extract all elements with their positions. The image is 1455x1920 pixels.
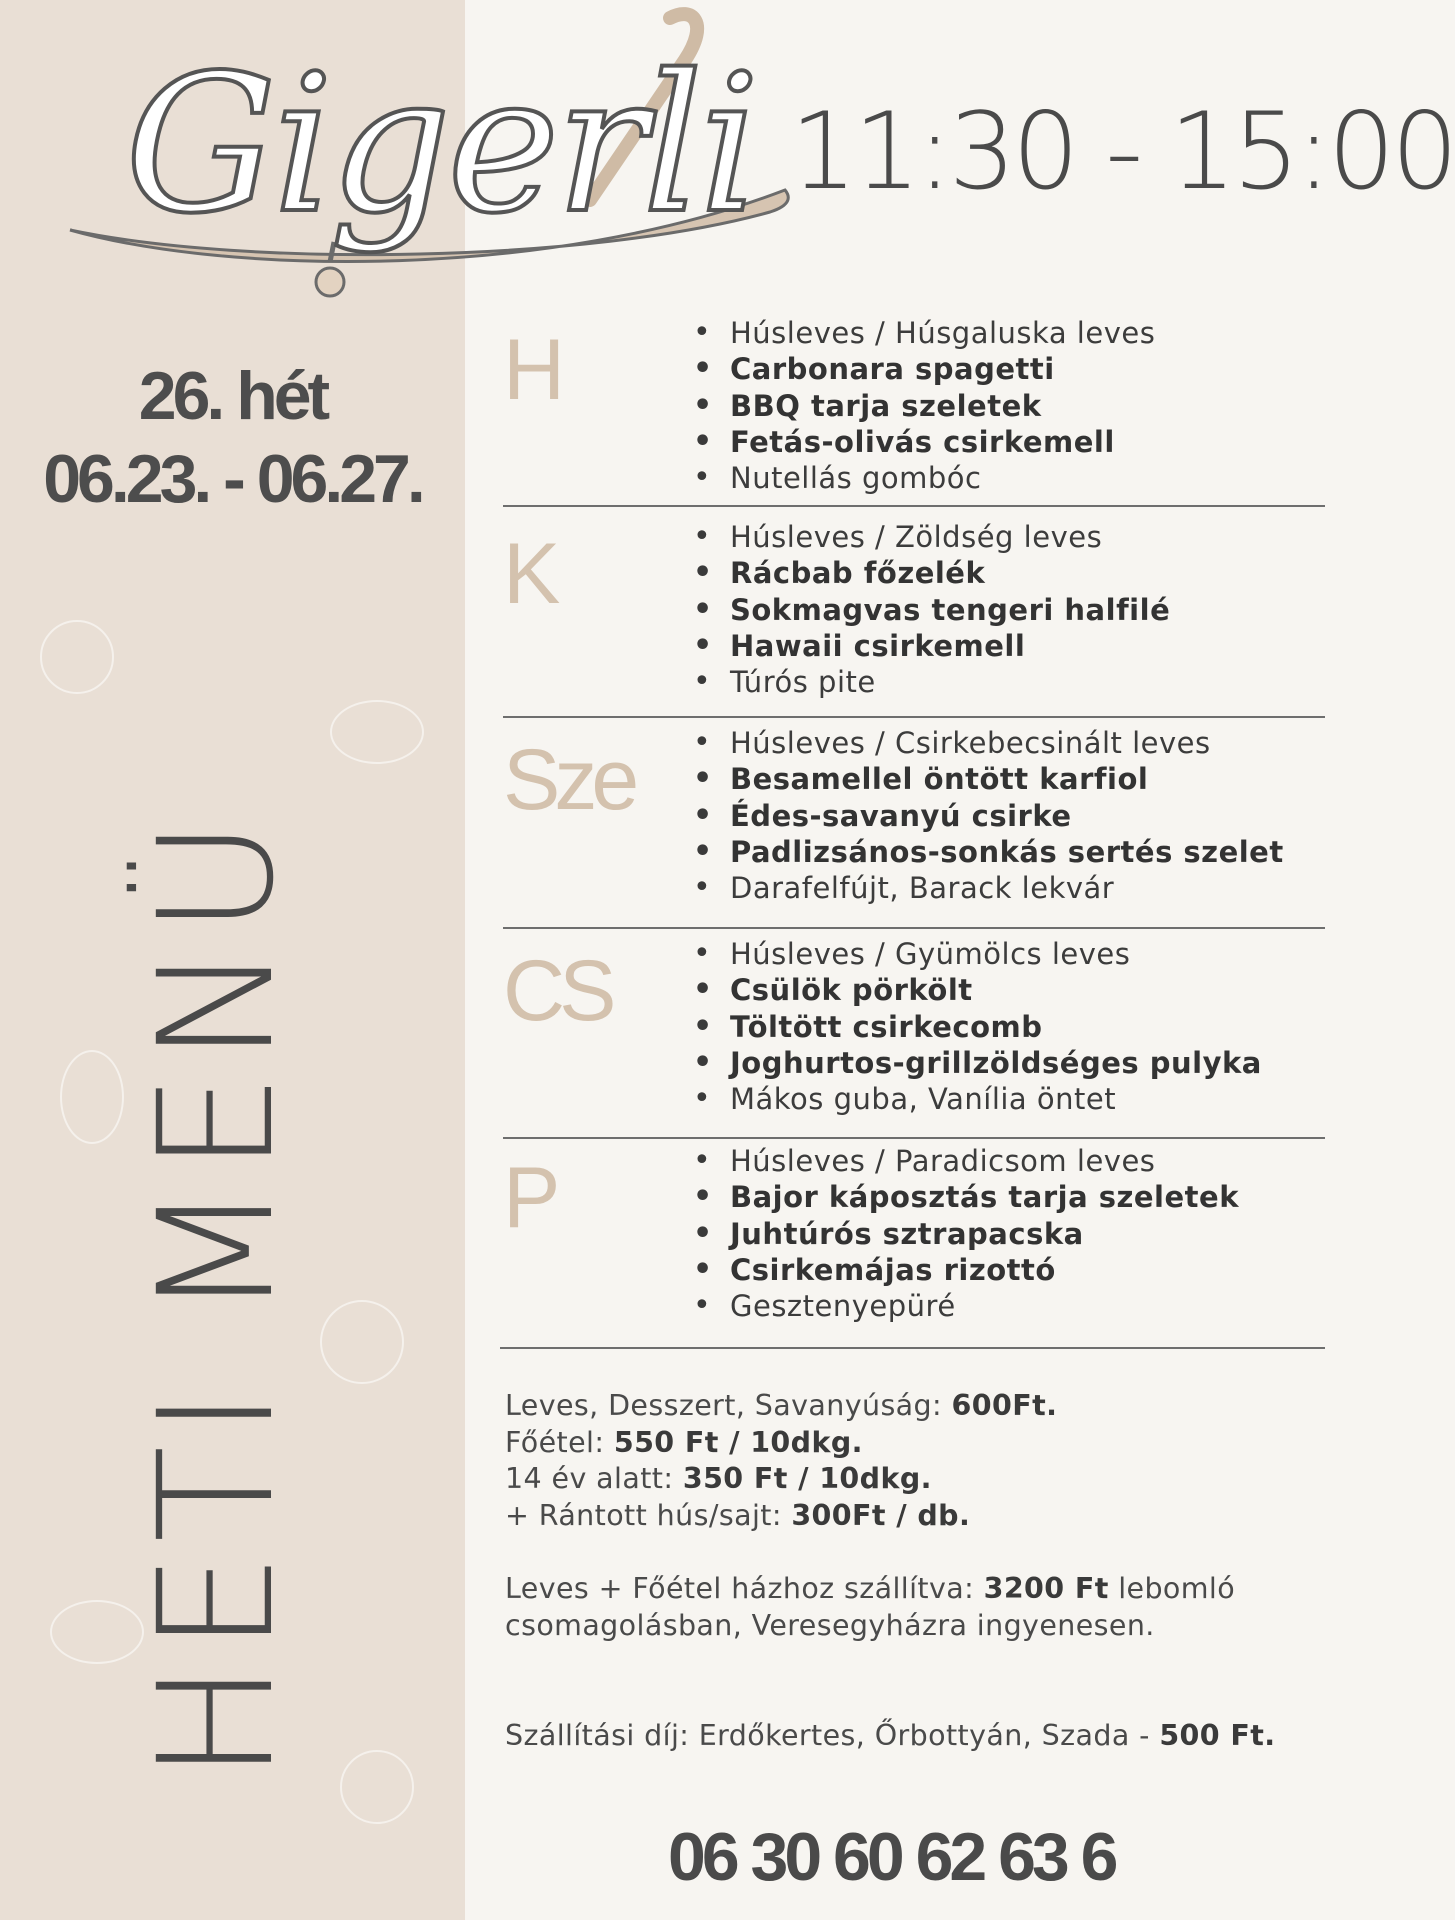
divider	[503, 927, 1325, 929]
menu-item: • Mákos guba, Vanília öntet	[693, 1081, 1262, 1117]
decorative-doodle	[330, 700, 424, 764]
menu-item: • Nutellás gombóc	[693, 460, 1155, 496]
divider	[500, 1347, 1325, 1349]
weekly-menu-vertical-title: HETI MENÜ	[125, 809, 309, 1781]
menu-item: • Gesztenyepüré	[693, 1288, 1239, 1324]
price-value: 550 Ft / 10dkg.	[613, 1425, 863, 1459]
divider	[503, 716, 1325, 718]
delivery-fee-value: 500 Ft.	[1159, 1719, 1276, 1752]
menu-item: • Joghurtos-grillzöldséges pulyka	[693, 1045, 1262, 1081]
delivery-line-2: csomagolásban, Veresegyházra ingyenesen.	[505, 1608, 1155, 1642]
menu-item: • Túrós pite	[693, 664, 1170, 700]
price-label: Főétel:	[505, 1425, 614, 1459]
week-number: 26. hét	[138, 358, 327, 434]
menu-list	[693, 315, 1155, 496]
day-letter: P	[503, 1150, 555, 1246]
phone-number: 06 30 60 62 63 6	[668, 1819, 1115, 1895]
menu-item: • BBQ tarja szeletek	[693, 388, 1155, 424]
svg-text:Gigerli: Gigerli	[125, 34, 756, 255]
menu-item: • Rácbab főzelék	[693, 555, 1170, 591]
menu-item: • Hawaii csirkemell	[693, 628, 1170, 664]
price-label: + Rántott hús/sajt:	[505, 1498, 792, 1532]
week-dates: 06.23. - 06.27.	[43, 441, 422, 517]
delivery-tail: lebomló	[1108, 1572, 1236, 1605]
price-line-main	[505, 1425, 1057, 1462]
menu-item: • Fetás-olivás csirkemell	[693, 424, 1155, 460]
day-letter: Sze	[503, 732, 634, 828]
delivery-price: 3200 Ft	[983, 1572, 1109, 1605]
price-value: 300Ft / db.	[791, 1498, 971, 1532]
price-list	[505, 1388, 1057, 1534]
menu-item: • Húsleves / Zöldség leves	[693, 519, 1170, 555]
decorative-doodle	[320, 1300, 404, 1384]
logo-wordmark	[30, 0, 810, 300]
delivery-line	[505, 1571, 1235, 1608]
brand-logo	[30, 0, 810, 300]
day-letter: K	[503, 526, 555, 622]
menu-item: • Juhtúrós sztrapacska	[693, 1216, 1239, 1252]
menu-item: • Bajor káposztás tarja szeletek	[693, 1179, 1239, 1215]
menu-list	[693, 519, 1170, 700]
menu-item: • Csirkemájas rizottó	[693, 1252, 1239, 1288]
divider	[503, 1137, 1325, 1139]
price-line-soup-dessert	[505, 1388, 1057, 1425]
menu-item: • Csülök pörkölt	[693, 972, 1262, 1008]
delivery-fee	[505, 1718, 1275, 1755]
price-value: 350 Ft / 10dkg.	[682, 1462, 932, 1495]
menu-list	[693, 725, 1284, 906]
price-line-kids	[505, 1461, 1057, 1498]
price-label: 14 év alatt:	[505, 1462, 683, 1495]
menu-list	[693, 936, 1262, 1117]
menu-item: • Édes-savanyú csirke	[693, 798, 1284, 834]
menu-item: • Darafelfújt, Barack lekvár	[693, 870, 1284, 906]
price-label: Leves, Desszert, Savanyúság:	[505, 1389, 952, 1422]
opening-hours: 11:30 - 15:00	[790, 90, 1455, 213]
price-line-breaded	[505, 1498, 1057, 1535]
menu-item: • Húsleves / Gyümölcs leves	[693, 936, 1262, 972]
menu-item: • Töltött csirkecomb	[693, 1009, 1262, 1045]
menu-item: • Padlizsános-sonkás sertés szelet	[693, 834, 1284, 870]
menu-list	[693, 1143, 1239, 1324]
delivery-label: Leves + Főétel házhoz szállítva:	[505, 1572, 984, 1605]
decorative-doodle	[340, 1750, 414, 1824]
day-letter: CS	[503, 943, 611, 1039]
day-letter: H	[503, 322, 560, 418]
menu-item: • Besamellel öntött karfiol	[693, 761, 1284, 797]
decorative-doodle	[40, 620, 114, 694]
menu-item: • Sokmagvas tengeri halfilé	[693, 592, 1170, 628]
menu-item: • Carbonara spagetti	[693, 351, 1155, 387]
divider	[503, 505, 1325, 507]
menu-item: • Húsleves / Húsgaluska leves	[693, 315, 1155, 351]
menu-item: • Húsleves / Paradicsom leves	[693, 1143, 1239, 1179]
delivery-fee-label: Szállítási díj: Erdőkertes, Őrbottyán, Szada -	[505, 1719, 1160, 1752]
menu-item: • Húsleves / Csirkebecsinált leves	[693, 725, 1284, 761]
delivery-info	[505, 1571, 1235, 1644]
decorative-doodle	[60, 1050, 124, 1144]
price-value: 600Ft.	[951, 1389, 1058, 1422]
